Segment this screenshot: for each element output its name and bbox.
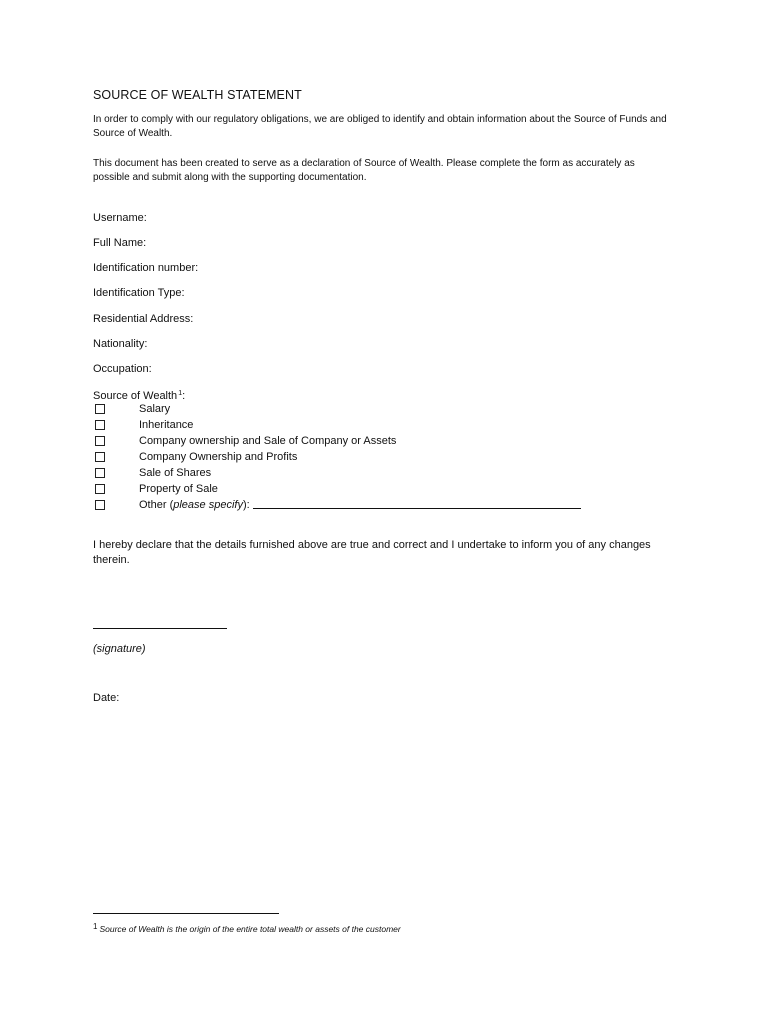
intro-paragraph: In order to comply with our regulatory obligations, we are obliged to identify and obtain information about the Source of Funds and Source of Wealth. [93, 114, 667, 139]
option-sale-of-shares[interactable] [93, 466, 673, 482]
other-suffix: ): [242, 499, 250, 511]
declaration-text: I hereby declare that the details furnished above are true and correct and I undertake to inform you of any changes therein. [93, 539, 651, 566]
signature-line[interactable] [93, 628, 227, 629]
option-label [139, 498, 581, 512]
document-page [93, 0, 673, 1024]
document-title: SOURCE OF WEALTH STATEMENT [93, 88, 302, 102]
identification-type-label: Identification Type: [93, 287, 185, 299]
source-of-wealth-heading-colon: : [182, 390, 186, 402]
property-of-sale-checkbox[interactable] [95, 484, 105, 494]
nationality-label: Nationality: [93, 338, 148, 350]
option-company-ownership-profits[interactable] [93, 450, 673, 466]
option-other[interactable] [93, 498, 673, 514]
company-ownership-profits-checkbox[interactable] [95, 452, 105, 462]
other-specify-field[interactable] [253, 498, 581, 509]
occupation-label: Occupation: [93, 363, 152, 375]
source-of-wealth-heading-text: Source of Wealth [93, 390, 178, 402]
purpose-paragraph: This document has been created to serve as a declaration of Source of Wealth. Please complete the form as accurately as possible and submit along with the supporting documentation. [93, 158, 635, 183]
option-label: Sale of Shares [139, 467, 212, 479]
other-label: Other ( [139, 499, 174, 511]
option-salary[interactable] [93, 402, 673, 418]
source-of-wealth-heading [93, 387, 185, 403]
option-label: Company Ownership and Profits [139, 451, 298, 463]
footnote [93, 922, 401, 934]
option-company-ownership-sale[interactable] [93, 434, 673, 450]
footnote-marker: 1 [93, 922, 98, 931]
other-checkbox[interactable] [95, 500, 105, 510]
residential-address-label: Residential Address: [93, 313, 194, 325]
source-of-wealth-options [93, 402, 673, 514]
company-ownership-sale-checkbox[interactable] [95, 436, 105, 446]
option-label: Property of Sale [139, 483, 218, 495]
option-label: Company ownership and Sale of Company or Assets [139, 435, 397, 447]
please-specify-text: please specify [173, 499, 243, 511]
sale-of-shares-checkbox[interactable] [95, 468, 105, 478]
footnote-divider [93, 913, 279, 914]
username-label: Username: [93, 212, 147, 224]
footnote-reference: 1 [178, 390, 183, 397]
date-label: Date: [93, 692, 120, 704]
option-property-of-sale[interactable] [93, 482, 673, 498]
identification-number-label: Identification number: [93, 262, 199, 274]
signature-label: (signature) [93, 643, 146, 655]
inheritance-checkbox[interactable] [95, 420, 105, 430]
option-label: Inheritance [139, 419, 194, 431]
option-label: Salary [139, 403, 171, 415]
full-name-label: Full Name: [93, 237, 147, 249]
salary-checkbox[interactable] [95, 404, 105, 414]
footnote-text: Source of Wealth is the origin of the entire total wealth or assets of the customer [99, 924, 401, 934]
option-inheritance[interactable] [93, 418, 673, 434]
